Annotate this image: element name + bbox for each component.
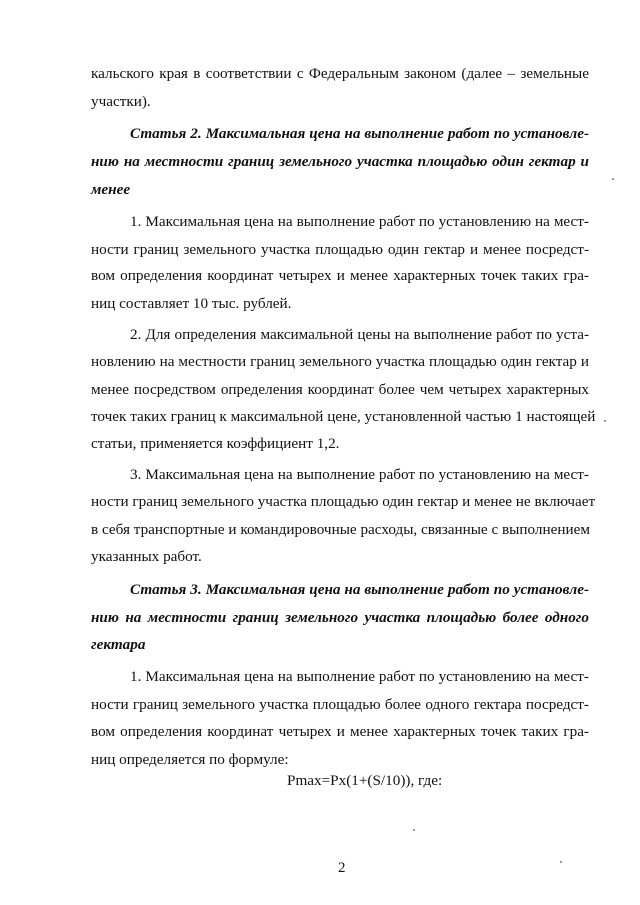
article2-p2-line-1: 2. Для определения максимальной цены на выполнение работ по уста- xyxy=(130,326,589,343)
article3-p1-line-2: ности границ земельного участка площадью более одного гектара посредст- xyxy=(91,696,589,713)
article3-heading-line-1: Статья 3. Максимальная цена на выполнение работ по установле- xyxy=(130,581,589,598)
article2-heading-line-3: менее xyxy=(91,181,131,198)
scan-speck xyxy=(604,420,606,422)
article2-p3-line-3: в себя транспортные и командировочные расходы, связанные с выполнением xyxy=(91,521,590,538)
article3-p1-line-4: ниц определяется по формуле: xyxy=(91,751,289,768)
article2-p1-line-2: ности границ земельного участка площадью один гектар и менее посредст- xyxy=(91,241,589,258)
intro-line-2: участки). xyxy=(91,93,151,110)
article2-p1-line-1: 1. Максимальная цена на выполнение работ по установлению на мест- xyxy=(130,213,589,230)
article2-heading-line-2: нию на местности границ земельного участка площадью один гектар и xyxy=(91,153,589,170)
article2-p2-line-5: статьи, применяется коэффициент 1,2. xyxy=(91,435,340,452)
article2-p1-line-3: вом определения координат четырех и менее характерных точек таких гра- xyxy=(91,267,589,284)
article2-p2-line-2: новлению на местности границ земельного участка площадью один гектар и xyxy=(91,353,589,370)
article2-p3-line-2: ности границ земельного участка площадью один гектар и менее не включает xyxy=(91,493,596,510)
article2-p2-line-4: точек таких границ к максимальной цене, установленной частью 1 настоящей xyxy=(91,408,596,425)
scan-speck xyxy=(612,178,614,180)
article3-p1-line-1: 1. Максимальная цена на выполнение работ по установлению на мест- xyxy=(130,668,589,685)
article2-p1-line-4: ниц составляет 10 тыс. рублей. xyxy=(91,295,292,312)
formula: Pmax=Px(1+(S/10)), где: xyxy=(287,772,443,789)
article2-p2-line-3: менее посредством определения координат более чем четырех характерных xyxy=(91,381,589,398)
article2-p3-line-1: 3. Максимальная цена на выполнение работ по установлению на мест- xyxy=(130,466,589,483)
article2-heading-line-1: Статья 2. Максимальная цена на выполнение работ по установле- xyxy=(130,125,589,142)
page-number: 2 xyxy=(338,860,346,876)
article3-p1-line-3: вом определения координат четырех и менее характерных точек таких гра- xyxy=(91,723,589,740)
article3-heading-line-2: нию на местности границ земельного участка площадью более одного xyxy=(91,609,589,626)
article2-p3-line-4: указанных работ. xyxy=(91,548,202,565)
article3-heading-line-3: гектара xyxy=(91,636,146,653)
intro-line-1: кальского края в соответствии с Федеральным законом (далее – земельные xyxy=(91,65,589,82)
scan-speck xyxy=(413,829,415,831)
scan-speck xyxy=(560,861,562,863)
